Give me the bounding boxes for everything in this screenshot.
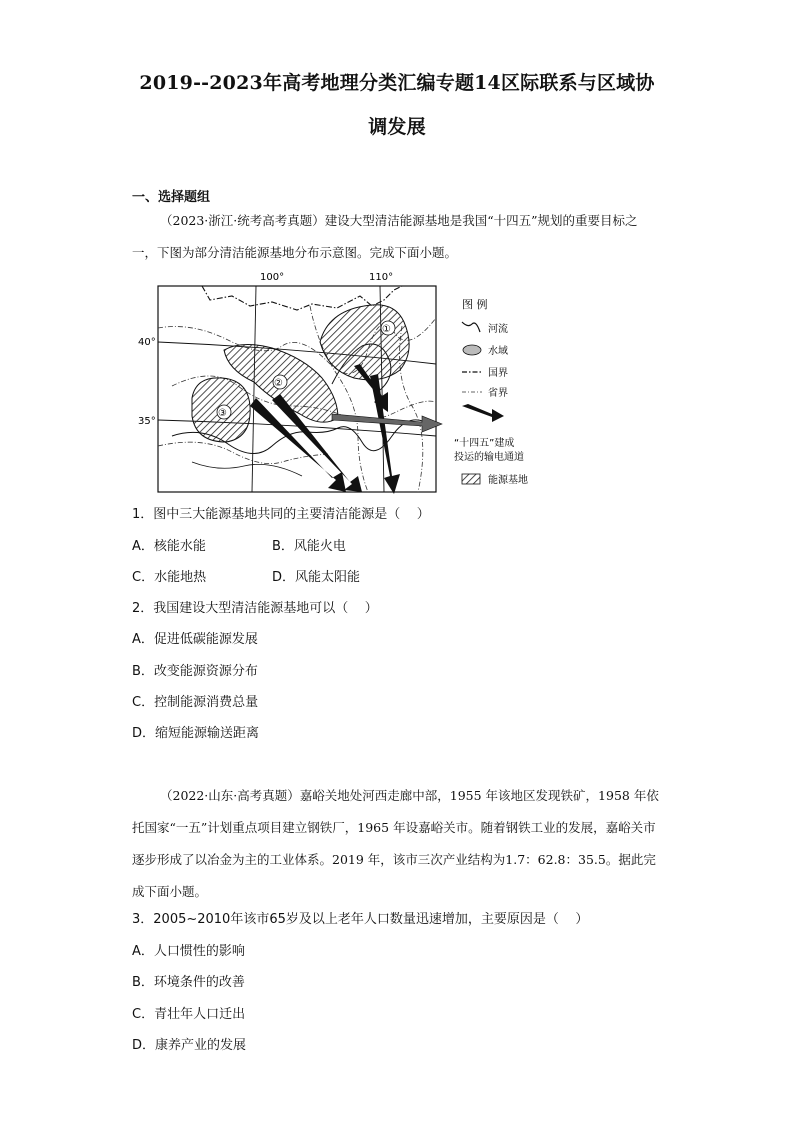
q3-option-a[interactable]: A．人口惯性的影响 (132, 944, 245, 959)
base-label-1: ① (382, 324, 391, 335)
q3-stem: 3．2005~2010年该市65岁及以上老年人口数量迅速增加，主要原因是（ ） (132, 912, 589, 927)
q3-option-c[interactable]: C．青壮年人口迁出 (132, 1007, 246, 1022)
q1-option-d[interactable]: D．风能太阳能 (272, 570, 361, 585)
lon-label-110: 110° (369, 272, 394, 283)
page-title-line2: 调发展 (368, 116, 426, 138)
water-legend-icon (463, 345, 481, 355)
q2-option-d[interactable]: D．缩短能源输送距离 (132, 726, 260, 741)
lat-label-40: 40° (138, 337, 156, 348)
river-legend-icon (462, 322, 480, 332)
legend-energy-base: 能源基地 (488, 475, 528, 486)
channel-legend-icon (462, 404, 504, 422)
q2-stem: 2．我国建设大型清洁能源基地可以（ ） (132, 601, 378, 616)
legend-water: 水域 (488, 346, 508, 357)
q2-option-c[interactable]: C．控制能源消费总量 (132, 695, 259, 710)
legend-province-border: 省界 (488, 388, 508, 399)
q1-stem: 1．图中三大能源基地共同的主要清洁能源是（ ） (132, 507, 430, 522)
legend-channel-line1: “十四五”建成 (454, 438, 515, 449)
legend-national-border: 国界 (488, 368, 508, 379)
page-title-line1: 2019--2023年高考地理分类汇编专题14区际联系与区域协 (139, 72, 655, 94)
base-legend-icon (462, 474, 480, 484)
lon-label-100: 100° (260, 272, 285, 283)
energy-base-map (132, 266, 552, 498)
q2-option-b[interactable]: B．改变能源资源分布 (132, 664, 258, 679)
group1-intro: （2023·浙江·统考高考真题）建设大型清洁能源基地是我国“十四五”规划的重要目标之一，下图为部分清洁能源基地分布示意图。完成下面小题。 (132, 213, 638, 260)
q1-option-a[interactable]: A．核能水能 (132, 539, 206, 554)
q1-option-c[interactable]: C．水能地热 (132, 570, 207, 585)
legend-title: 图 例 (462, 298, 488, 311)
q3-option-d[interactable]: D．康养产业的发展 (132, 1038, 247, 1053)
q2-option-a[interactable]: A．促进低碳能源发展 (132, 632, 258, 647)
lat-label-35: 35° (138, 416, 156, 427)
q1-option-b[interactable]: B．风能火电 (272, 539, 346, 554)
base-label-2: ② (274, 378, 283, 389)
legend-river: 河流 (488, 324, 508, 335)
q3-option-b[interactable]: B．环境条件的改善 (132, 975, 245, 990)
section-heading: 一、选择题组 (132, 190, 211, 205)
legend-channel-line2: 投运的输电通道 (454, 452, 524, 463)
base-label-3: ③ (218, 408, 227, 419)
group2-intro: （2022·山东·高考真题）嘉峪关地处河西走廊中部，1955 年该地区发现铁矿，1958 年依托国家“一五”计划重点项目建立钢铁厂，1965 年设嘉峪关市。随着钢铁工业的发展，嘉峪关市逐步形成了以冶金为主的工业体系。2019 年，该市三次产业结构为1.7：62.8：35.5。据此完成下面小题。 (132, 788, 659, 899)
